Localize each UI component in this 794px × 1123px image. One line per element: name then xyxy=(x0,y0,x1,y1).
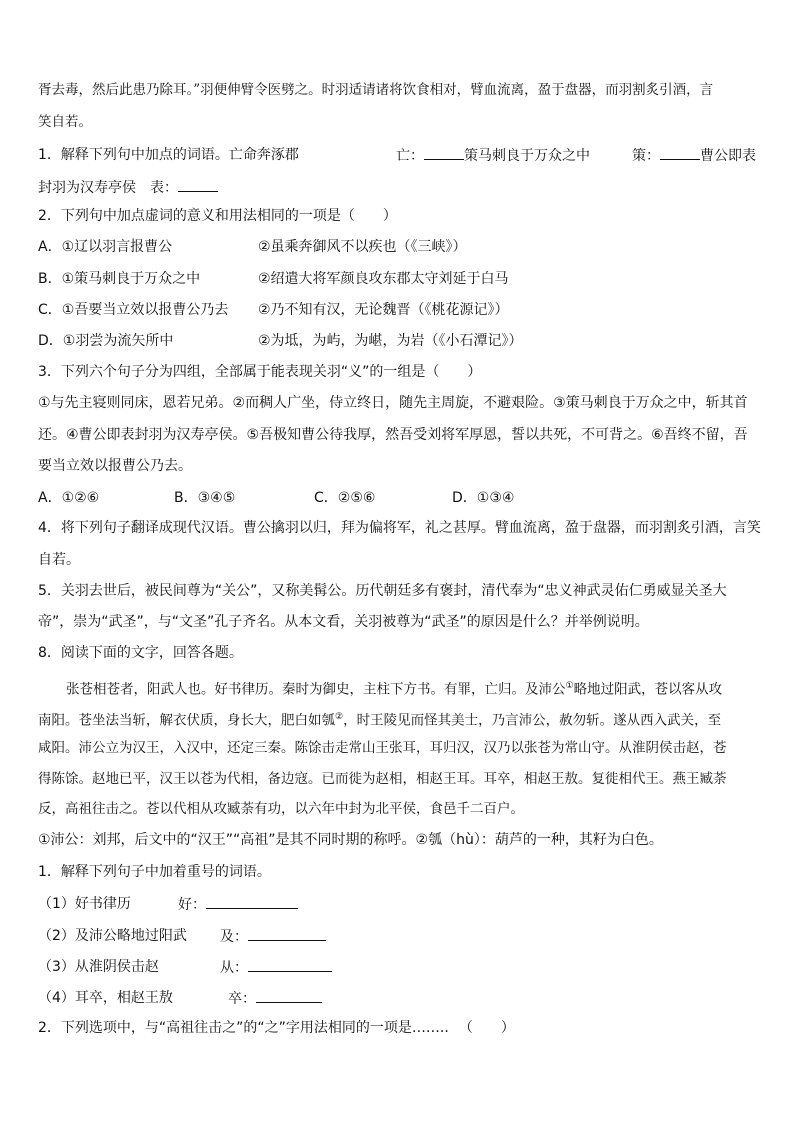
subquestion-1-item-3 xyxy=(38,957,756,977)
q2-option-a-part1: A．①辽以羽言报曹公 xyxy=(38,239,173,255)
q2-option-b[interactable] xyxy=(38,269,756,289)
item-2-sentence: （2）及沛公略地过阳武 xyxy=(38,928,187,944)
q1-label-wang: 亡： xyxy=(396,148,424,164)
footnote-marker-2: ② xyxy=(335,712,344,722)
q2-option-d[interactable] xyxy=(38,331,756,351)
question-4-line-1: 4．将下列句子翻译成现代汉语。曹公擒羽以归，拜为偏将军，礼之甚厚。臂血流离，盈于盘器，而羽割炙引酒，言笑 xyxy=(38,520,761,536)
q1-blank-label-wang xyxy=(396,145,590,166)
q1-label-ce: 策： xyxy=(632,148,660,164)
subquestion-2-stem xyxy=(38,1018,756,1038)
subquestion-1-item-4 xyxy=(38,988,756,1008)
item-2-answer xyxy=(220,926,326,947)
reading-footnotes: ①沛公：刘邦，后文中的“汉王”“高祖”是其不同时期的称呼。②瓠（hù）：葫芦的一种，其籽为白色。 xyxy=(38,832,663,848)
q3-option-d[interactable]: D．①③④ xyxy=(452,490,515,506)
q3-option-c[interactable]: C．②⑤⑥ xyxy=(314,490,376,506)
q1-sentence-2: 策马刺良于万众之中 xyxy=(464,148,590,164)
subquestion-2-text: 2．下列选项中，与“高祖往击之”的“之”字用法相同的一项是 xyxy=(38,1020,412,1036)
q2-option-d-part1: D．①羽尝为流矢所中 xyxy=(38,333,174,349)
answer-blank-1[interactable] xyxy=(206,894,298,909)
reading-passage-text-2b: ，时王陵见而怪其美士，乃言沛公，赦勿斩。遂从西入武关，至 xyxy=(343,712,722,729)
subquestion-1-item-2 xyxy=(38,926,756,946)
answer-blank-4[interactable] xyxy=(256,988,322,1003)
question-2-stem: 2．下列句中加点虚词的意义和用法相同的一项是（ ） xyxy=(38,208,397,224)
passage-line-1: 胥去毒，然后此患乃除耳。”羽便伸臂令医劈之。时羽适请诸将饮食相对，臂血流离，盈于盘器，而羽割炙引酒，言 xyxy=(38,82,714,98)
item-3-key: 从： xyxy=(220,960,248,976)
answer-blank-ce[interactable] xyxy=(660,145,700,160)
item-4-key: 卒： xyxy=(228,991,256,1007)
subquestion-1-stem: 1．解释下列句子中加着重号的词语。 xyxy=(38,864,271,880)
answer-blank-wang[interactable] xyxy=(424,145,464,160)
q2-option-d-part2: ②为坻，为屿，为嵁，为岩（《小石潭记》） xyxy=(258,333,523,349)
item-4-sentence: （4）耳卒，相赵王敖 xyxy=(38,990,173,1006)
question-1-stem: 1．解释下列句中加点的词语。亡命奔涿郡 xyxy=(38,147,299,163)
question-1-line-2 xyxy=(38,177,756,198)
reading-passage-text-2: 南阳。苍坐法当斩，解衣伏质，身长大，肥白如瓠 xyxy=(38,712,335,729)
q2-option-b-part2: ②绍遣大将军颜良攻东郡太守刘延于白马 xyxy=(258,271,509,287)
reading-passage-line-3: 咸阳。沛公立为汉王，入汉中，还定三秦。陈馀击走常山王张耳，耳归汉，汉乃以张苍为常山守。从淮阴侯击赵，苍 xyxy=(38,740,727,756)
subquestion-2-dots: …….. xyxy=(411,1020,449,1036)
item-4-answer xyxy=(228,988,322,1009)
answer-blank-3[interactable] xyxy=(248,957,332,972)
q3-option-b[interactable]: B．③④⑤ xyxy=(174,490,236,506)
question-4-line-2: 自若。 xyxy=(38,552,80,568)
reading-passage-line-5: 反，高祖往击之。苍以代相从攻臧荼有功，以六年中封为北平侯，食邑千二百户。 xyxy=(38,801,524,817)
reading-passage-line-2 xyxy=(38,707,756,731)
q2-option-c-part1: C．①吾要当立效以报曹公乃去 xyxy=(38,302,229,318)
q1-label-biao: 封羽为汉寿亭侯 表： xyxy=(38,180,178,196)
q2-option-a-part2: ②虽乘奔御风不以疾也（《三峡》） xyxy=(258,239,467,255)
q2-option-c-part2: ②乃不知有汉，无论魏晋（《桃花源记》） xyxy=(258,302,509,318)
item-1-answer xyxy=(178,894,298,915)
q2-option-c[interactable] xyxy=(38,300,756,320)
item-2-key: 及： xyxy=(220,929,248,945)
question-1 xyxy=(38,145,756,165)
item-3-sentence: （3）从淮阴侯击赵 xyxy=(38,959,159,975)
q3-option-a[interactable]: A．①②⑥ xyxy=(38,490,100,506)
answer-paren[interactable]: （ ） xyxy=(458,1020,515,1036)
q2-option-b-part1: B．①策马刺良于万众之中 xyxy=(38,271,201,287)
answer-blank-2[interactable] xyxy=(248,926,326,941)
q3-sentences-line-2: 还。④曹公即表封羽为汉寿亭侯。⑤吾极知曹公待我厚，然吾受刘将军厚恩，誓以共死，不可背之。⑥吾终不留，吾 xyxy=(38,427,748,443)
subquestion-1-item-1 xyxy=(38,894,756,914)
q2-option-a[interactable] xyxy=(38,237,756,257)
question-8-title: 8．阅读下面的文字，回答各题。 xyxy=(38,645,243,661)
question-3-stem: 3．下列六个句子分为四组，全部属于能表现关羽“义”的一组是（ ） xyxy=(38,364,482,380)
reading-passage-line-1 xyxy=(66,676,756,700)
q1-sentence-3: 曹公即表 xyxy=(700,148,756,164)
question-5-line-1: 5．关羽去世后，被民间尊为“关公”，又称美髯公。历代朝廷多有褒封，清代奉为“忠义神武灵佑仁勇威显关圣大 xyxy=(38,583,727,599)
item-1-key: 好： xyxy=(178,897,206,913)
q3-sentences-line-1: ①与先主寝则同床，恩若兄弟。②而稠人广坐，侍立终日，随先主周旋，不避艰险。③策马刺良于万众之中，斩其首 xyxy=(38,395,748,411)
reading-passage-text-1b: 略地过阳武，苍以客从攻 xyxy=(573,681,723,698)
reading-passage-line-4: 得陈馀。赵地已平，汉王以苍为代相，备边寇。已而徙为赵相，相赵王耳。耳卒，相赵王敖。复徙相代王。燕王臧荼 xyxy=(38,771,727,787)
item-3-answer xyxy=(220,957,332,978)
q1-blank-label-ce xyxy=(632,145,756,166)
item-1-sentence: （1）好书律历 xyxy=(38,896,131,912)
passage-line-2: 笑自若。 xyxy=(38,114,92,130)
reading-passage-text-1: 张苍相苍者，阳武人也。好书律历。秦时为御史，主柱下方书。有罪，亡归。及沛公 xyxy=(66,681,566,698)
q3-sentences-line-3: 要当立效以报曹公乃去。 xyxy=(38,458,192,474)
question-5-line-2: 帝”，崇为“武圣”，与“文圣”孔子齐名。从本文看，关羽被尊为“武圣”的原因是什么？并举例说明。 xyxy=(38,614,649,630)
footnote-marker-1: ① xyxy=(565,681,574,691)
answer-blank-biao[interactable] xyxy=(178,177,218,192)
